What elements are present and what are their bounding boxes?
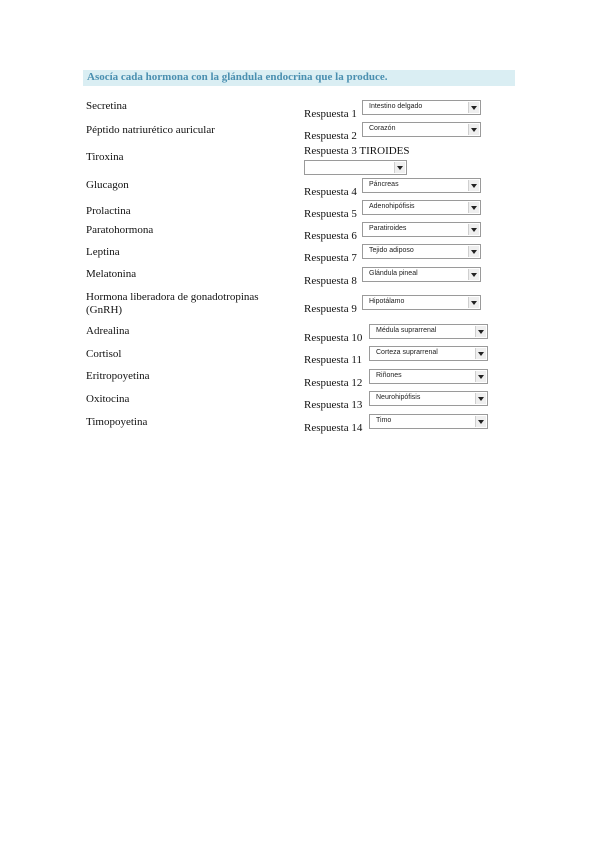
answer-select[interactable]	[362, 178, 481, 193]
selected-value: Adenohipófisis	[369, 203, 415, 210]
response-label: Respuesta 10	[304, 332, 363, 344]
answer-select[interactable]	[362, 244, 481, 259]
selected-value: Paratiroides	[369, 225, 407, 232]
answer-select[interactable]	[362, 100, 481, 115]
chevron-down-icon[interactable]	[475, 348, 486, 359]
response-label: Respuesta 14	[304, 422, 363, 434]
hormone-label: Eritropoyetina	[86, 370, 150, 382]
chevron-down-icon[interactable]	[468, 246, 479, 257]
hormone-label: Paratohormona	[86, 224, 154, 236]
selected-value: Médula suprarrenal	[376, 327, 437, 334]
response-label: Respuesta 2	[304, 130, 357, 142]
answer-select[interactable]	[369, 369, 488, 384]
response-label: Respuesta 6	[304, 230, 357, 242]
chevron-down-icon[interactable]	[394, 162, 405, 173]
hormone-label: Timopoyetina	[86, 416, 148, 428]
answer-select[interactable]	[362, 122, 481, 137]
answer-select[interactable]	[362, 200, 481, 215]
selected-value: Hipotálamo	[369, 298, 405, 305]
selected-value: Páncreas	[369, 181, 399, 188]
hormone-label: Péptido natriurético auricular	[86, 124, 215, 136]
answer-select[interactable]	[362, 267, 481, 282]
chevron-down-icon[interactable]	[475, 393, 486, 404]
response-label: Respuesta 12	[304, 377, 363, 389]
chevron-down-icon[interactable]	[468, 102, 479, 113]
selected-value: Corteza suprarrenal	[376, 349, 438, 356]
hormone-label: Oxitocina	[86, 393, 130, 405]
chevron-down-icon[interactable]	[468, 180, 479, 191]
response-label: Respuesta 9	[304, 303, 357, 315]
hormone-label: Tiroxina	[86, 151, 124, 163]
chevron-down-icon[interactable]	[468, 297, 479, 308]
hormone-label: Glucagon	[86, 179, 129, 191]
selected-value: Intestino delgado	[369, 103, 423, 110]
answer-select[interactable]	[369, 391, 488, 406]
hormone-label: Adrealina	[86, 325, 130, 337]
hormone-label: Prolactina	[86, 205, 131, 217]
chevron-down-icon[interactable]	[468, 269, 479, 280]
answer-select[interactable]	[369, 324, 488, 339]
answer-select[interactable]	[304, 160, 407, 175]
hormone-label: Cortisol	[86, 348, 122, 360]
answer-select[interactable]	[362, 295, 481, 310]
selected-value: Timo	[376, 417, 392, 424]
answer-select[interactable]	[369, 414, 488, 429]
response-label: Respuesta 13	[304, 399, 363, 411]
question-title: Asocía cada hormona con la glándula endocrina que la produce.	[87, 71, 388, 83]
chevron-down-icon[interactable]	[475, 371, 486, 382]
answer-select[interactable]	[362, 222, 481, 237]
response-label: Respuesta 11	[304, 354, 362, 366]
response-label: Respuesta 5	[304, 208, 357, 220]
response-label: Respuesta 4	[304, 186, 357, 198]
selected-value: Riñones	[376, 372, 402, 379]
selected-value: Corazón	[369, 125, 396, 132]
answer-select[interactable]	[369, 346, 488, 361]
chevron-down-icon[interactable]	[475, 416, 486, 427]
selected-value: Tejido adiposo	[369, 247, 414, 254]
chevron-down-icon[interactable]	[468, 224, 479, 235]
chevron-down-icon[interactable]	[468, 124, 479, 135]
chevron-down-icon[interactable]	[475, 326, 486, 337]
hormone-label: Melatonina	[86, 268, 137, 280]
hormone-label: Leptina	[86, 246, 120, 258]
response-label: Respuesta 7	[304, 252, 357, 264]
response-label: Respuesta 8	[304, 275, 357, 287]
hormone-label: Secretina	[86, 100, 127, 112]
chevron-down-icon[interactable]	[468, 202, 479, 213]
response-label: Respuesta 1	[304, 108, 357, 120]
question-header	[83, 70, 515, 86]
selected-value: Neurohipófisis	[376, 394, 421, 401]
hormone-label: Hormona liberadora de gonadotropinas (GnRH)	[86, 291, 259, 316]
response-label: Respuesta 3 TIROIDES	[304, 145, 410, 157]
selected-value: Glándula pineal	[369, 270, 418, 277]
